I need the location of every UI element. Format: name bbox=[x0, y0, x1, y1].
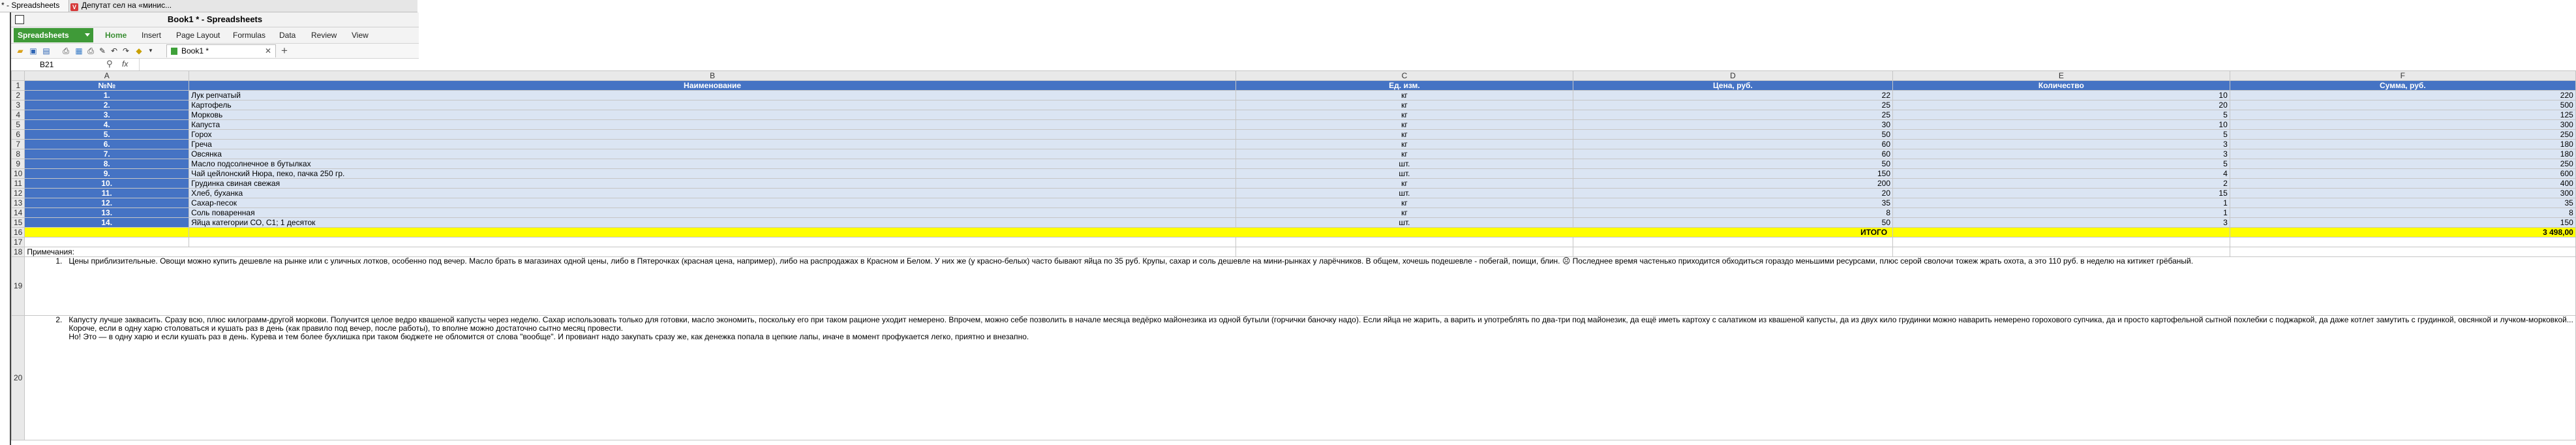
price-cell[interactable]: 150 bbox=[1573, 169, 1892, 179]
quantity-cell[interactable]: 1 bbox=[1893, 208, 2230, 218]
document-tab[interactable] bbox=[166, 44, 276, 57]
cell[interactable] bbox=[1893, 238, 2230, 247]
close-icon[interactable]: ✕ bbox=[264, 46, 271, 55]
sum-cell[interactable]: 500 bbox=[2230, 100, 2575, 110]
quantity-cell[interactable]: 20 bbox=[1893, 100, 2230, 110]
price-cell[interactable]: 20 bbox=[1573, 189, 1892, 198]
row-number[interactable]: 4 bbox=[12, 110, 25, 120]
browser-tab-label: * - Spreadsheets bbox=[1, 1, 60, 10]
column-header[interactable]: F bbox=[2230, 71, 2575, 81]
quantity-cell[interactable]: 10 bbox=[1893, 120, 2230, 130]
table-row bbox=[12, 169, 2576, 179]
sum-cell[interactable]: 150 bbox=[2230, 218, 2575, 228]
row-number[interactable]: 8 bbox=[12, 149, 25, 159]
unit-cell[interactable]: кг bbox=[1236, 100, 1573, 110]
column-header[interactable]: B bbox=[189, 71, 1236, 81]
undo-icon[interactable]: ↶ bbox=[110, 46, 118, 55]
note-list bbox=[27, 316, 2573, 341]
note-list bbox=[27, 257, 2573, 266]
redo-icon[interactable]: ↷ bbox=[122, 46, 130, 55]
row-number[interactable]: 11 bbox=[12, 179, 25, 189]
unit-cell[interactable]: кг bbox=[1236, 179, 1573, 189]
browser-tab-label: Депутат сел на «минис... bbox=[82, 1, 172, 10]
note-text: Цены приблизительные. Овощи можно купить дешевле на рынке или с уличных лотков, особенно под вечер. Масло брать в магазинах одной цены, либо в Пятерочках (красная цена, например), либо на распродажах в Красном и Белом. У них же (у красно-белых) часто бывают яйца по 35 руб. Крупы, сахар и соль дешевле на мини-рынках у ларёчников. В общем, хочешь подешевле - побегай, поищи, блин. ☹ Последнее время частенько приходится обходиться гораздо меньшими ресурсами, плюс серой сволочи тожеж жрать охота, а это 110 руб. в неделю на китикет грёбаный. bbox=[68, 256, 2194, 266]
price-cell[interactable]: 50 bbox=[1573, 159, 1892, 169]
browser-tab-strip bbox=[0, 0, 417, 12]
sum-cell[interactable]: 180 bbox=[2230, 149, 2575, 159]
dropdown-arrow-icon bbox=[85, 33, 90, 37]
row-number[interactable]: 12 bbox=[12, 189, 25, 198]
browser-tab-vk[interactable] bbox=[68, 0, 188, 12]
price-cell[interactable]: 25 bbox=[1573, 100, 1892, 110]
note-item bbox=[27, 316, 2573, 341]
sum-cell[interactable]: 125 bbox=[2230, 110, 2575, 120]
cell[interactable] bbox=[1573, 238, 1892, 247]
item-rows bbox=[12, 91, 2576, 228]
header-cell[interactable]: Сумма, руб. bbox=[2230, 81, 2575, 91]
note-cell[interactable] bbox=[25, 316, 2575, 440]
table-row bbox=[12, 179, 2576, 189]
tab-home[interactable]: Home bbox=[105, 31, 127, 40]
header-cell[interactable]: Наименование bbox=[189, 81, 1236, 91]
unit-cell[interactable]: кг bbox=[1236, 120, 1573, 130]
note-paragraph: Капусту лучше заквасить. Сразу всю, плюс килограмм-другой моркови. Получится целое ведро квашеной капусты через неделю. Сахар использовать только для готовки, масло экономить, поскольку его при таком рационе уходит немерено. Впрочем, можно себе позволить в начале месяца ведёрко майонезика из одной бутыли (горчички баночку надо). Если яйца не жарить, а варить и употреблять по два-три под майонезик, да ещё иметь картоху с салатиком из квашеной капусты, да из двух кило грудинки можно наварить немерено горохового супчика, да и просто картофельной сытной похлебки с поджаркой, да даже котлет замутить с грудинкой, овсянкой и лучком-морковкой... bbox=[68, 315, 2573, 324]
row-number[interactable]: 6 bbox=[12, 130, 25, 140]
column-header[interactable]: E bbox=[1893, 71, 2230, 81]
table-row bbox=[12, 100, 2576, 110]
save-icon[interactable]: ▣ bbox=[29, 46, 37, 55]
row-number[interactable]: 13 bbox=[12, 198, 25, 208]
paint-bucket-icon[interactable]: ◆ bbox=[136, 46, 142, 55]
item-name-cell[interactable]: Горох bbox=[189, 130, 1236, 140]
cell[interactable] bbox=[1893, 228, 2230, 238]
item-number-cell[interactable]: 9. bbox=[25, 169, 189, 179]
unit-cell[interactable]: шт. bbox=[1236, 218, 1573, 228]
total-row bbox=[12, 228, 2576, 238]
column-header[interactable]: D bbox=[1573, 71, 1892, 81]
item-name-cell[interactable]: Яйца категории СО, С1; 1 десяток bbox=[189, 218, 1236, 228]
row-number[interactable]: 1 bbox=[12, 81, 25, 91]
table-row bbox=[12, 247, 2576, 257]
note-paragraph: Но! Это — в одну харю и если кушать раз в день. Курева и тем более бухлишка при таком бюджете не обломится от слова "вообще". И провиант надо закупать сразу же, как денежка попала в цепкие лапы, иначе в момент профукается легко, приятно и внезапно. bbox=[68, 332, 1029, 341]
row-number[interactable]: 2 bbox=[12, 91, 25, 100]
header-cell[interactable]: Ед. изм. bbox=[1236, 81, 1573, 91]
print-preview-icon[interactable]: ⎙ bbox=[63, 46, 69, 55]
item-name-cell[interactable]: Соль поваренная bbox=[189, 208, 1236, 218]
export-icon[interactable]: ▦ bbox=[75, 46, 83, 55]
quantity-cell[interactable]: 10 bbox=[1893, 91, 2230, 100]
item-name-cell[interactable]: Картофель bbox=[189, 100, 1236, 110]
table-row bbox=[12, 189, 2576, 198]
new-tab-button[interactable]: + bbox=[281, 44, 288, 57]
quantity-cell[interactable]: 5 bbox=[1893, 159, 2230, 169]
browser-tab-spreadsheets[interactable] bbox=[0, 0, 69, 12]
sheet-file-icon bbox=[171, 48, 177, 55]
row-number[interactable]: 3 bbox=[12, 100, 25, 110]
sum-cell[interactable]: 400 bbox=[2230, 179, 2575, 189]
sum-cell[interactable]: 600 bbox=[2230, 169, 2575, 179]
formula-input[interactable] bbox=[139, 59, 419, 70]
item-name-cell[interactable]: Морковь bbox=[189, 110, 1236, 120]
quick-toolbar bbox=[11, 44, 419, 59]
item-name-cell[interactable]: Сахар-песок bbox=[189, 198, 1236, 208]
table-row bbox=[12, 218, 2576, 228]
price-cell[interactable]: 22 bbox=[1573, 91, 1892, 100]
cell[interactable] bbox=[2230, 247, 2575, 257]
sum-cell[interactable]: 300 bbox=[2230, 189, 2575, 198]
table-row bbox=[12, 208, 2576, 218]
select-all-corner[interactable] bbox=[12, 71, 25, 81]
item-number-cell[interactable]: 10. bbox=[25, 179, 189, 189]
window-title: Book1 * - Spreadsheets bbox=[167, 14, 263, 24]
app-menu-button[interactable] bbox=[14, 28, 93, 42]
item-name-cell[interactable]: Лук репчатый bbox=[189, 91, 1236, 100]
item-number-cell[interactable]: 7. bbox=[25, 149, 189, 159]
quantity-cell[interactable]: 3 bbox=[1893, 140, 2230, 149]
item-number-cell[interactable]: 8. bbox=[25, 159, 189, 169]
tab-view[interactable]: View bbox=[352, 31, 369, 40]
spreadsheet-window bbox=[10, 12, 2573, 445]
item-name-cell[interactable]: Овсянка bbox=[189, 149, 1236, 159]
total-value[interactable]: 3 498,00 bbox=[2230, 228, 2575, 238]
table-header-row bbox=[12, 81, 2576, 91]
sum-cell[interactable]: 8 bbox=[2230, 208, 2575, 218]
formula-bar bbox=[11, 59, 419, 71]
header-cell[interactable]: №№ bbox=[25, 81, 189, 91]
item-number-cell[interactable]: 2. bbox=[25, 100, 189, 110]
cell[interactable] bbox=[1573, 247, 1892, 257]
row-number[interactable]: 9 bbox=[12, 159, 25, 169]
row-number[interactable]: 17 bbox=[12, 238, 25, 247]
sum-cell[interactable]: 35 bbox=[2230, 198, 2575, 208]
sum-cell[interactable]: 300 bbox=[2230, 120, 2575, 130]
price-cell[interactable]: 30 bbox=[1573, 120, 1892, 130]
zoom-search-icon[interactable]: ⚲ bbox=[106, 59, 113, 69]
unit-cell[interactable]: кг bbox=[1236, 130, 1573, 140]
price-cell[interactable]: 25 bbox=[1573, 110, 1892, 120]
price-cell[interactable]: 60 bbox=[1573, 140, 1892, 149]
tab-data[interactable]: Data bbox=[279, 31, 296, 40]
open-folder-icon[interactable]: ▰ bbox=[17, 46, 23, 55]
row-number[interactable]: 16 bbox=[12, 228, 25, 238]
row-number[interactable]: 20 bbox=[12, 316, 25, 440]
row-number[interactable]: 19 bbox=[12, 257, 25, 316]
fx-button[interactable]: fx bbox=[122, 59, 129, 69]
note-cell[interactable] bbox=[25, 257, 2575, 316]
sum-cell[interactable]: 250 bbox=[2230, 159, 2575, 169]
price-cell[interactable]: 200 bbox=[1573, 179, 1892, 189]
quantity-cell[interactable]: 3 bbox=[1893, 149, 2230, 159]
table-row bbox=[12, 159, 2576, 169]
sum-cell[interactable]: 180 bbox=[2230, 140, 2575, 149]
unit-cell[interactable]: шт. bbox=[1236, 189, 1573, 198]
note-marker: 2. bbox=[55, 315, 63, 324]
row-number[interactable]: 10 bbox=[12, 169, 25, 179]
unit-cell[interactable]: кг bbox=[1236, 91, 1573, 100]
unit-cell[interactable]: шт. bbox=[1236, 159, 1573, 169]
item-name-cell[interactable]: Хлеб, буханка bbox=[189, 189, 1236, 198]
quantity-cell[interactable]: 2 bbox=[1893, 179, 2230, 189]
cell[interactable] bbox=[189, 238, 1236, 247]
row-number[interactable]: 7 bbox=[12, 140, 25, 149]
item-number-cell[interactable]: 12. bbox=[25, 198, 189, 208]
notes-title-cell[interactable]: Примечания: bbox=[25, 247, 1236, 257]
row-number[interactable]: 15 bbox=[12, 218, 25, 228]
unit-cell[interactable]: кг bbox=[1236, 198, 1573, 208]
cell[interactable] bbox=[1893, 247, 2230, 257]
quantity-cell[interactable]: 5 bbox=[1893, 130, 2230, 140]
quantity-cell[interactable]: 1 bbox=[1893, 198, 2230, 208]
sheet-grid bbox=[11, 70, 2576, 440]
column-header-row bbox=[12, 71, 2576, 81]
item-number-cell[interactable]: 11. bbox=[25, 189, 189, 198]
sum-cell[interactable]: 250 bbox=[2230, 130, 2575, 140]
tab-review[interactable]: Review bbox=[311, 31, 337, 40]
item-name-cell[interactable]: Капуста bbox=[189, 120, 1236, 130]
item-name-cell[interactable]: Грудинка свиная свежая bbox=[189, 179, 1236, 189]
price-cell[interactable]: 35 bbox=[1573, 198, 1892, 208]
item-number-cell[interactable]: 14. bbox=[25, 218, 189, 228]
quantity-cell[interactable]: 15 bbox=[1893, 189, 2230, 198]
name-box[interactable]: B21 bbox=[40, 60, 54, 69]
column-header[interactable]: C bbox=[1236, 71, 1573, 81]
cell[interactable] bbox=[1236, 247, 1573, 257]
note-item bbox=[27, 257, 2573, 266]
note-row bbox=[12, 257, 2576, 316]
table-row bbox=[12, 120, 2576, 130]
item-number-cell[interactable]: 13. bbox=[25, 208, 189, 218]
unit-cell[interactable]: кг bbox=[1236, 149, 1573, 159]
note-marker: 1. bbox=[55, 256, 63, 266]
unit-cell[interactable]: кг bbox=[1236, 110, 1573, 120]
item-number-cell[interactable]: 4. bbox=[25, 120, 189, 130]
price-cell[interactable]: 50 bbox=[1573, 218, 1892, 228]
header-cell[interactable]: Количество bbox=[1893, 81, 2230, 91]
row-number[interactable]: 5 bbox=[12, 120, 25, 130]
vk-icon: V bbox=[70, 3, 78, 11]
item-name-cell[interactable]: Чай цейлонский Нюра, пеко, пачка 250 гр. bbox=[189, 169, 1236, 179]
table-row bbox=[12, 198, 2576, 208]
table-row bbox=[12, 91, 2576, 100]
chevron-down-icon[interactable]: ▼ bbox=[148, 48, 153, 54]
document-tab-label: Book1 * bbox=[181, 46, 209, 55]
tab-insert[interactable]: Insert bbox=[142, 31, 162, 40]
note-row bbox=[12, 316, 2576, 440]
save-as-icon[interactable]: ▤ bbox=[42, 46, 50, 55]
tab-page-layout[interactable]: Page Layout bbox=[176, 31, 220, 40]
item-number-cell[interactable]: 6. bbox=[25, 140, 189, 149]
spreadsheet-table bbox=[11, 70, 2576, 440]
header-cell[interactable]: Цена, руб. bbox=[1573, 81, 1892, 91]
title-bar bbox=[11, 12, 419, 27]
price-cell[interactable]: 8 bbox=[1573, 208, 1892, 218]
item-number-cell[interactable]: 1. bbox=[25, 91, 189, 100]
table-row bbox=[12, 149, 2576, 159]
sum-cell[interactable]: 220 bbox=[2230, 91, 2575, 100]
item-name-cell[interactable]: Масло подсолнечное в бутылках bbox=[189, 159, 1236, 169]
price-cell[interactable]: 60 bbox=[1573, 149, 1892, 159]
app-menu-label: Spreadsheets bbox=[18, 31, 69, 40]
table-row bbox=[12, 238, 2576, 247]
total-label[interactable]: ИТОГО bbox=[189, 228, 1893, 238]
table-row bbox=[12, 130, 2576, 140]
cell[interactable] bbox=[25, 238, 189, 247]
format-painter-icon[interactable]: ✎ bbox=[98, 46, 106, 55]
print-icon[interactable]: ⎙ bbox=[87, 46, 94, 55]
item-name-cell[interactable]: Греча bbox=[189, 140, 1236, 149]
row-number[interactable]: 14 bbox=[12, 208, 25, 218]
price-cell[interactable]: 50 bbox=[1573, 130, 1892, 140]
row-number[interactable]: 18 bbox=[12, 247, 25, 257]
item-number-cell[interactable]: 3. bbox=[25, 110, 189, 120]
table-row bbox=[12, 140, 2576, 149]
unit-cell[interactable]: шт. bbox=[1236, 169, 1573, 179]
ribbon-menu bbox=[11, 27, 419, 44]
cell[interactable] bbox=[1236, 238, 1573, 247]
cell[interactable] bbox=[25, 228, 189, 238]
column-header[interactable]: A bbox=[25, 71, 189, 81]
note-paragraph: Короче, если в одну харю столоваться и кушать раз в день (как правило под вечер, после работы), то вполне можно достаточно сытно месяц провести. bbox=[68, 324, 624, 333]
quantity-cell[interactable]: 3 bbox=[1893, 218, 2230, 228]
unit-cell[interactable]: кг bbox=[1236, 208, 1573, 218]
table-row bbox=[12, 110, 2576, 120]
quantity-cell[interactable]: 5 bbox=[1893, 110, 2230, 120]
cell[interactable] bbox=[2230, 238, 2575, 247]
item-number-cell[interactable]: 5. bbox=[25, 130, 189, 140]
tab-formulas[interactable]: Formulas bbox=[233, 31, 266, 40]
unit-cell[interactable]: кг bbox=[1236, 140, 1573, 149]
quantity-cell[interactable]: 4 bbox=[1893, 169, 2230, 179]
